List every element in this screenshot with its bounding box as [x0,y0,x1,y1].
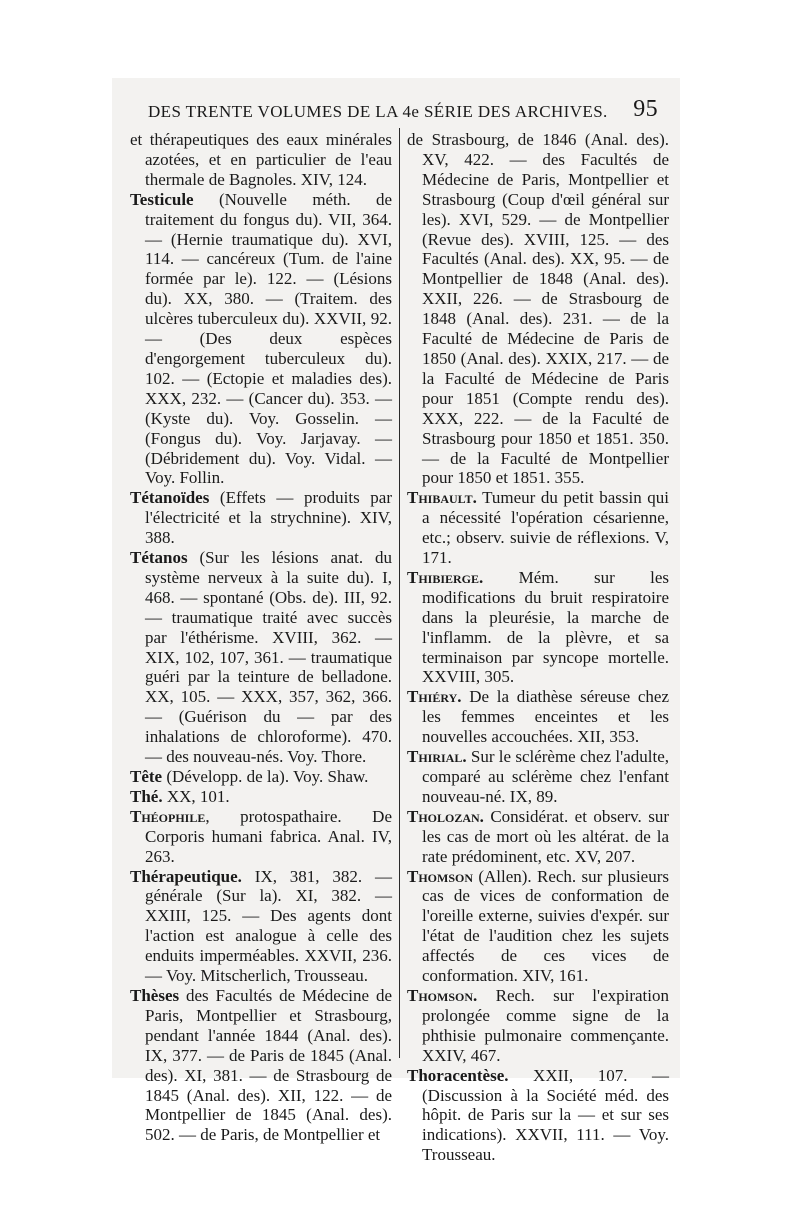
entry-headword: Testicule [130,189,194,209]
running-title: DES TRENTE VOLUMES DE LA 4e SÉRIE DES ARCHIVES. [148,102,608,121]
entry-text: (Nouvelle méth. de traitement du fongus du). VII, 364. — (Hernie traumatique du). XVI, 114. — cancéreux (Tum. de l'aine formée par le). 122. — (Lésions du). XX, 380. — (Traitem. des ulcères tuberculeux du). XXVII, 92. — (Des deux espèces d'engorgement tuberculeux du). 102. — (Ectopie et maladies des). XXX, 232. — (Cancer du). 353. — (Kyste du). Voy. Gosselin. — (Fongus du). Voy. Jarjavay. — (Débridement du). Voy. Vidal. — Voy. Follin. [145,189,392,488]
entry-text: , protospathaire. De Corporis humani fabrica. Anal. IV, 263. [145,806,392,866]
page-header [148,96,660,128]
entry-headword: Tête [130,767,163,786]
entry-text: IX, 381, 382. — générale (Sur la). XI, 382. — XXIII, 125. — Des agents dont l'action est analogue à celle des enduits imperméables. XXVII, 236. — Voy. Mitscherlich, Trousseau. [145,866,392,986]
entry-text: Sur le sclérème chez l'adulte, comparé au sclérème chez l'enfant nouveau-né. IX, 89. [422,747,669,806]
index-entry [407,488,669,568]
index-entry [130,767,392,787]
index-entry [407,687,669,747]
index-entry [407,747,669,807]
index-entry [407,986,669,1066]
entry-headword: Thoracentèse. [407,1065,509,1085]
index-entry [130,986,392,1145]
left-column [130,130,392,1145]
entry-text: XX, 101. [162,786,230,806]
index-entry [407,807,669,867]
entry-headword: Thibault. [407,488,477,508]
entry-headword: Tétanos [130,548,188,568]
index-entry [407,568,669,687]
entry-headword: Thirial. [407,747,467,767]
right-column [407,130,669,1165]
entry-text: (Développ. de la). Voy. Shaw. [162,767,369,786]
index-entry [407,130,669,488]
entry-headword: Thibierge. [407,567,484,587]
entry-text: Rech. sur l'expiration prolongée comme signe de la phthisie pulmonaire commençante. XXIV, 467. [422,985,669,1065]
entry-text: Tumeur du petit bassin qui a nécessité l'opération césarienne, etc.; observ. suivie de réflexions. V, 171. [422,488,669,568]
index-entry [407,867,669,986]
entry-text: Considérat. et observ. sur les cas de mort où les altérat. de la rate prédominent, etc. XV, 207. [422,806,669,866]
entry-text: de Strasbourg, de 1846 (Anal. des). XV, 422. — des Facultés de Médecine de Paris, Montpellier et Strasbourg (Coup d'œil général sur les). XVI, 529. — de Montpellier (Revue des). XVIII, 125. — des Facultés (Anal. des). XX, 95. — de Montpellier de 1848 (Anal. des). XXII, 226. — de Strasbourg de 1848 (Anal. des). 231. — de la Faculté de Médecine de Paris de 1850 (Anal. des). XXIX, 217. — de la Faculté de Médecine de Paris pour 1851 (Compte rendu des). XXX, 222. — de la Faculté de Strasbourg pour 1850 et 1851. 350. — de la Faculté de Montpellier pour 1850 et 1851. 355. [407,130,669,488]
entry-headword: Thèses [130,985,180,1005]
entry-text: et thérapeutiques des eaux minérales azotées, et en particulier de l'eau thermale de Bagnoles. XIV, 124. [130,130,392,189]
entry-text: De la diathèse séreuse chez les femmes enceintes et les nouvelles accouchées. XII, 353. [422,687,669,747]
entry-headword: Tétanoïdes [130,488,210,508]
entry-headword: Tholozan. [407,806,484,826]
entry-headword: Thiéry. [407,687,462,707]
entry-text: Mém. sur les modifications du bruit respiratoire dans la pleurésie, la marche de l'inflamm. de la plèvre, et sa terminaison par syncope mortelle. XXVIII, 305. [422,567,669,687]
entry-text: (Sur les lésions anat. du système nerveux à la suite du). I, 468. — spontané (Obs. de). III, 92. — traumatique traité avec succès par l'éthérisme. XVIII, 362. — XIX, 102, 107, 361. — traumatique guéri par la teinture de belladone. XX, 105. — XXX, 357, 362, 366. — (Guérison du — par des inhalations de chloroforme). 470. — des nouveau-nés. Voy. Thore. [145,548,392,767]
entry-text: XXII, 107. — (Discussion à la Société méd. des hôpit. de Paris sur la — et sur ses indications). XXVII, 111. — Voy. Trousseau. [422,1065,669,1165]
column-divider [399,128,400,1058]
index-entry [130,548,392,767]
entry-headword: Théophile [130,806,206,826]
index-entry [130,130,392,190]
index-entry [130,190,392,489]
entry-headword: Thomson. [407,985,478,1005]
entry-headword: Thé. [130,786,163,806]
entry-headword: Thérapeutique. [130,866,242,886]
index-entry [130,807,392,867]
entry-text: des Facultés de Médecine de Paris, Montpellier et Strasbourg, pendant l'année 1844 (Anal. des). IX, 377. — de Paris de 1845 (Anal. des). XI, 381. — de Strasbourg de 1845 (Anal. des). XII, 122. — de Montpellier de 1845 (Anal. des). 502. — de Paris, de Montpellier et [145,985,392,1145]
index-entry [130,488,392,548]
entry-headword: Thomson [407,866,474,886]
page-number: 95 [633,96,658,122]
entry-text: (Effets — produits par l'électricité et la strychnine). XIV, 388. [145,488,392,548]
index-entry [130,787,392,807]
entry-text: (Allen). Rech. sur plusieurs cas de vices de conformation de l'oreille externe, suivies d'expér. sur l'état de l'audition chez les sujets affectés de ces vices de conformation. XIV, 161. [422,866,669,986]
index-entry [130,867,392,986]
index-entry [407,1066,669,1166]
